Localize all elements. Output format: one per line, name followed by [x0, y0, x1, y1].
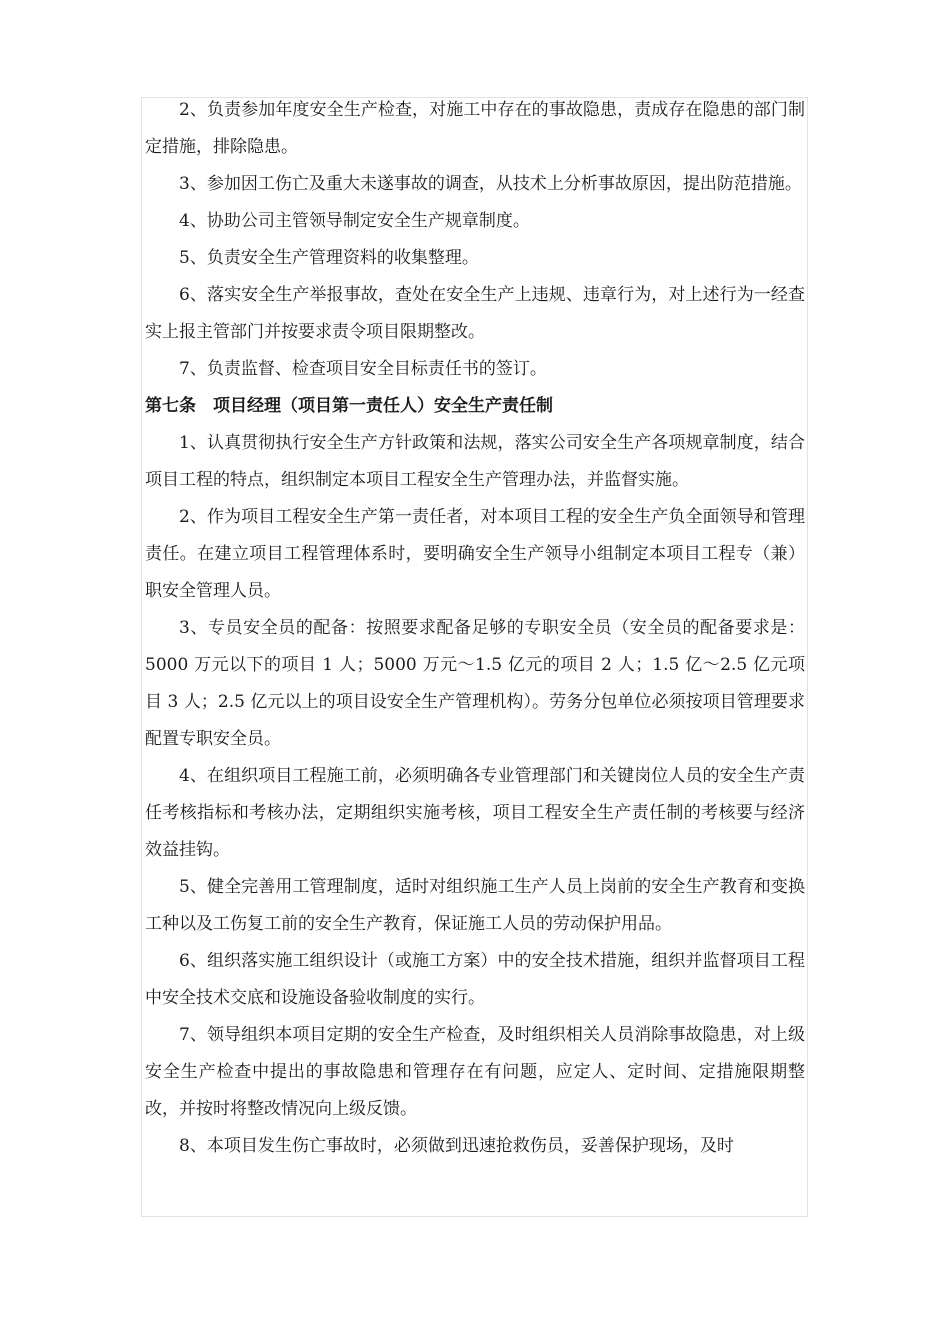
document-body — [145, 92, 805, 1165]
article-7-clause-1: 1、认真贯彻执行安全生产方针政策和法规，落实公司安全生产各项规章制度，结合项目工程的特点，组织制定本项目工程安全生产管理办法，并监督实施。 — [145, 433, 805, 490]
article-7-clause-8: 8、本项目发生伤亡事故时，必须做到迅速抢救伤员，妥善保护现场，及时 — [179, 1136, 734, 1156]
article-7-clause-2: 2、作为项目工程安全生产第一责任者，对本项目工程的安全生产负全面领导和管理责任。在建立项目工程管理体系时，要明确安全生产领导小组制定本项目工程专（兼）职安全管理人员。 — [145, 507, 805, 601]
clause-a-6: 6、落实安全生产举报事故，查处在安全生产上违规、违章行为，对上述行为一经查实上报主管部门并按要求责令项目限期整改。 — [145, 285, 805, 342]
article-7-clause-6: 6、组织落实施工组织设计（或施工方案）中的安全技术措施，组织并监督项目工程中安全技术交底和设施设备验收制度的实行。 — [145, 951, 805, 1008]
article-7-heading: 第七条 项目经理（项目第一责任人）安全生产责任制 — [145, 396, 553, 416]
article-7-clause-3: 3、专员安全员的配备：按照要求配备足够的专职安全员（安全员的配备要求是：5000 万元以下的项目 1 人；5000 万元～1.5 亿元的项目 2 人；1.5 亿～2.5 亿元项目 3 人；2.5 亿元以上的项目设安全生产管理机构）。劳务分包单位必须按项目管理要求配置专职安全员。 — [145, 618, 805, 749]
article-7-clause-4: 4、在组织项目工程施工前，必须明确各专业管理部门和关键岗位人员的安全生产责任考核指标和考核办法，定期组织实施考核，项目工程安全生产责任制的考核要与经济效益挂钩。 — [145, 766, 805, 860]
article-7-clause-7: 7、领导组织本项目定期的安全生产检查，及时组织相关人员消除事故隐患，对上级安全生产检查中提出的事故隐患和管理存在有问题，应定人、定时间、定措施限期整改，并按时将整改情况向上级反馈。 — [145, 1025, 805, 1119]
clause-a-2: 2、负责参加年度安全生产检查，对施工中存在的事故隐患，责成存在隐患的部门制定措施，排除隐患。 — [145, 100, 805, 157]
article-7-clause-5: 5、健全完善用工管理制度，适时对组织施工生产人员上岗前的安全生产教育和变换工种以及工伤复工前的安全生产教育，保证施工人员的劳动保护用品。 — [145, 877, 805, 934]
clause-a-7: 7、负责监督、检查项目安全目标责任书的签订。 — [179, 359, 547, 379]
clause-a-3: 3、参加因工伤亡及重大未遂事故的调查，从技术上分析事故原因，提出防范措施。 — [179, 174, 802, 194]
clause-a-5: 5、负责安全生产管理资料的收集整理。 — [179, 248, 479, 268]
clause-a-4: 4、协助公司主管领导制定安全生产规章制度。 — [179, 211, 530, 231]
